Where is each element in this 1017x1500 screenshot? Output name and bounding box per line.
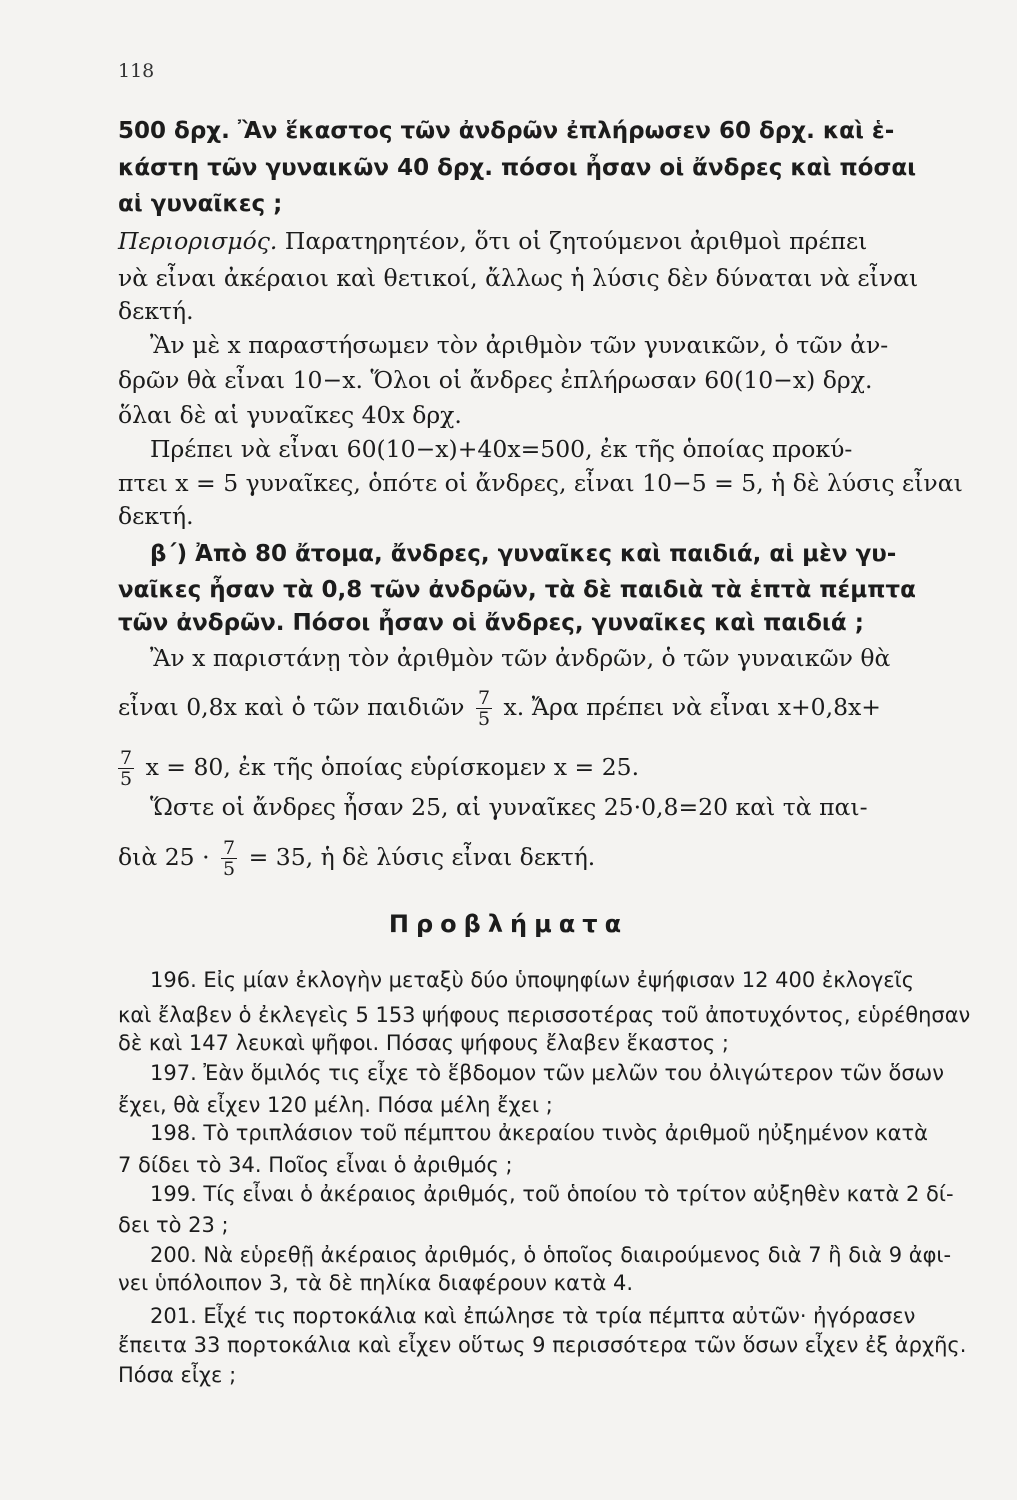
solution-b-text-5a: διὰ 25 · — [118, 843, 210, 871]
problem-196-line-3: δὲ καὶ 147 λευκαὶ ψῆφοι. Πόσας ψήφους ἔλαβεν ἕκαστος ; — [118, 1031, 729, 1055]
solution-b-line-3 — [118, 748, 970, 789]
problem-199-line-1: 199. Τίς εἶναι ὁ ἀκέραιος ἀριθμός, τοῦ ὁποίου τὸ τρίτον αὐξηθὲν κατὰ 2 δί- — [150, 1182, 954, 1206]
solution-b-text-2a: εἶναι 0,8x καὶ ὁ τῶν παιδιῶν — [118, 693, 465, 721]
solution-a-line-7: Πρέπει νὰ εἶναι 60(10−x)+40x=500, ἐκ τῆς ὁποίας προκύ- — [150, 435, 853, 463]
problems-heading: Προβλήματα — [388, 910, 629, 938]
solution-a-line-9: δεκτή. — [118, 502, 194, 530]
solution-a-text-1: Παρατηρητέον, ὅτι οἱ ζητούμενοι ἀριθμοὶ πρέπει — [277, 227, 868, 255]
problem-198-line-1: 198. Τὸ τριπλάσιον τοῦ πέμπτου ἀκεραίου τινὸς ἀριθμοῦ ηὐξημένον κατὰ — [150, 1121, 928, 1145]
problem-a-line-2: κάστη τῶν γυναικῶν 40 δρχ. πόσοι ἦσαν οἱ ἄνδρες καὶ πόσαι — [118, 155, 917, 181]
solution-a-line-8: πτει x = 5 γυναῖκες, ὁπότε οἱ ἄνδρες, εἶναι 10−5 = 5, ἡ δὲ λύσις εἶναι — [118, 469, 963, 497]
solution-a-line-1 — [118, 226, 970, 256]
solution-a-line-4: Ἂν μὲ x παραστήσωμεν τὸν ἀριθμὸν τῶν γυναικῶν, ὁ τῶν ἀν- — [150, 331, 889, 359]
problem-201-line-3: Πόσα εἶχε ; — [118, 1363, 237, 1387]
fraction-denominator: 5 — [477, 708, 491, 730]
seven-fifths-fraction — [118, 748, 134, 789]
solution-b-text-3: x = 80, ἐκ τῆς ὁποίας εὑρίσκομεν x = 25. — [145, 753, 640, 781]
seven-fifths-fraction — [221, 838, 237, 879]
problem-196-line-1: 196. Εἰς μίαν ἐκλογὴν μεταξὺ δύο ὑποψηφίων ἐψήφισαν 12 400 ἐκλογεῖς — [150, 968, 915, 992]
fraction-numerator: 7 — [223, 837, 236, 859]
problem-199-line-2: δει τὸ 23 ; — [118, 1213, 229, 1237]
problem-200-line-1: 200. Νὰ εὑρεθῇ ἀκέραιος ἀριθμός, ὁ ὁποῖος διαιρούμενος διὰ 7 ἢ διὰ 9 ἀφι- — [150, 1243, 952, 1267]
problem-201-line-1: 201. Εἶχέ τις πορτοκάλια καὶ ἐπώλησε τὰ τρία πέμπτα αὐτῶν· ἠγόρασεν — [150, 1304, 916, 1328]
solution-b-text-2b: x. Ἄρα πρέπει νὰ εἶναι x+0,8x+ — [503, 693, 881, 721]
fraction-denominator: 5 — [223, 858, 236, 880]
problem-198-line-2: 7 δίδει τὸ 34. Ποῖος εἶναι ὁ ἀριθμός ; — [118, 1153, 513, 1177]
fraction-denominator: 5 — [120, 768, 133, 790]
solution-a-line-3: δεκτή. — [118, 297, 194, 325]
discussion-label: Περιορισμός. — [118, 227, 278, 255]
solution-b-line-1: Ἂν x παριστάνῃ τὸν ἀριθμὸν τῶν ἀνδρῶν, ὁ τῶν γυναικῶν θὰ — [150, 644, 891, 672]
problem-a-line-1: 500 δρχ. Ἂν ἕκαστος τῶν ἀνδρῶν ἐπλήρωσεν 60 δρχ. καὶ ἑ- — [118, 118, 895, 144]
seven-fifths-fraction — [476, 688, 492, 729]
solution-a-line-2: νὰ εἶναι ἀκέραιοι καὶ θετικοί, ἄλλως ἡ λύσις δὲν δύναται νὰ εἶναι — [118, 264, 919, 292]
problem-201-line-2: ἔπειτα 33 πορτοκάλια καὶ εἶχεν οὕτως 9 περισσότερα τῶν ὅσων εἶχεν ἐξ ἀρχῆς. — [118, 1333, 967, 1357]
problem-196-line-2: καὶ ἔλαβεν ὁ ἐκλεγεὶς 5 153 ψήφους περισσοτέρας τοῦ ἀποτυχόντος, εὑρέθησαν — [118, 1003, 971, 1027]
problem-197-line-2: ἔχει, θὰ εἶχεν 120 μέλη. Πόσα μέλη ἔχει ; — [118, 1093, 553, 1117]
solution-b-text-5b: = 35, ἡ δὲ λύσις εἶναι δεκτή. — [248, 843, 596, 871]
fraction-numerator: 7 — [120, 747, 133, 769]
problem-197-line-1: 197. Ἐὰν ὅμιλός τις εἶχε τὸ ἕβδομον τῶν μελῶν του ὀλιγώτερον τῶν ὅσων — [150, 1061, 944, 1085]
solution-b-line-2 — [118, 688, 970, 729]
solution-a-line-5: δρῶν θὰ εἶναι 10−x. Ὅλοι οἱ ἄνδρες ἐπλήρωσαν 60(10−x) δρχ. — [118, 366, 873, 394]
fraction-numerator: 7 — [477, 687, 491, 709]
problem-200-line-2: νει ὑπόλοιπον 3, τὰ δὲ πηλίκα διαφέρουν κατὰ 4. — [118, 1271, 634, 1295]
solution-b-line-4: Ὥστε οἱ ἄνδρες ἦσαν 25, αἱ γυναῖκες 25·0,8=20 καὶ τὰ παι- — [150, 793, 868, 821]
problem-a-line-3: αἱ γυναῖκες ; — [118, 191, 283, 217]
solution-b-line-5 — [118, 838, 970, 879]
problem-b-line-1: β΄) Ἀπὸ 80 ἄτομα, ἄνδρες, γυναῖκες καὶ παιδιά, αἱ μὲν γυ- — [150, 541, 897, 567]
problem-b-line-3: τῶν ἀνδρῶν. Πόσοι ἦσαν οἱ ἄνδρες, γυναῖκες καὶ παιδιά ; — [118, 610, 864, 636]
page-number: 118 — [118, 60, 155, 82]
solution-a-line-6: ὅλαι δὲ αἱ γυναῖκες 40x δρχ. — [118, 401, 462, 429]
problem-b-line-2: ναῖκες ἦσαν τὰ 0,8 τῶν ἀνδρῶν, τὰ δὲ παιδιὰ τὰ ἑπτὰ πέμπτα — [118, 577, 916, 603]
